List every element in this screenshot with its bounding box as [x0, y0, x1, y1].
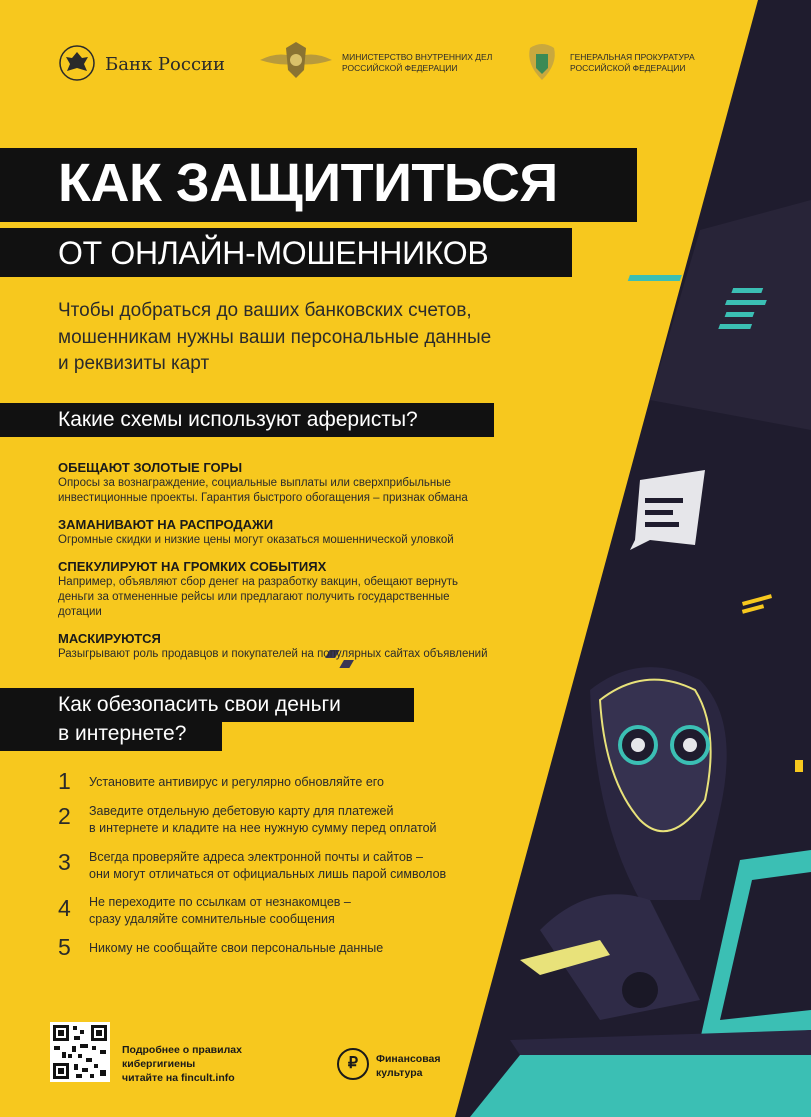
- footer-line: читайте на fincult.info: [122, 1072, 235, 1084]
- scheme-title: СПЕКУЛИРУЮТ НА ГРОМКИХ СОБЫТИЯХ: [58, 559, 327, 574]
- mvd-name-line2: РОССИЙСКОЙ ФЕДЕРАЦИИ: [342, 63, 458, 73]
- ruble-symbol: ₽: [347, 1055, 359, 1072]
- scheme-title: МАСКИРУЮТСЯ: [58, 631, 161, 646]
- footer-line: культура: [376, 1067, 423, 1079]
- step-line: сразу удаляйте сомнительные сообщения: [89, 912, 335, 926]
- schemes-heading: Какие схемы используют аферисты?: [58, 408, 418, 431]
- prosecutor-name-line2: РОССИЙСКОЙ ФЕДЕРАЦИИ: [570, 63, 686, 73]
- scheme-desc: [58, 575, 528, 620]
- lead-line3: и реквизиты карт: [58, 353, 210, 374]
- bank-of-russia-emblem-icon: [58, 44, 96, 82]
- page-title-line2: ОТ ОНЛАЙН-МОШЕННИКОВ: [58, 235, 489, 271]
- financial-culture-logo-text: [376, 1052, 440, 1080]
- scheme-desc-line: Опросы за вознаграждение, социальные выплаты или сверхприбыльные: [58, 477, 451, 489]
- step-number: 3: [58, 849, 71, 875]
- lead-line2: мошенникам нужны ваши персональные данные: [58, 326, 492, 348]
- bank-of-russia-name: Банк России: [105, 54, 226, 75]
- protect-heading-line2: в интернете?: [58, 722, 187, 745]
- mvd-emblem-icon: [260, 40, 332, 82]
- scheme-desc: [58, 647, 558, 662]
- step-line: в интернете и кладите на нее нужную сумму перед оплатой: [89, 821, 437, 835]
- protect-heading-line1: Как обезопасить свои деньги: [58, 693, 341, 716]
- scheme-desc-line: Разыгрывают роль продавцов и покупателей на популярных сайтах объявлений: [58, 648, 488, 660]
- scheme-title: ОБЕЩАЮТ ЗОЛОТЫЕ ГОРЫ: [58, 460, 243, 475]
- step-number: 2: [58, 803, 71, 829]
- step-text: [89, 849, 519, 883]
- step-line: Никому не сообщайте свои персональные данные: [89, 941, 384, 955]
- scheme-desc-line: Например, объявляют сбор денег на разработку вакцин, обещают вернуть: [58, 576, 459, 588]
- scheme-title: ЗАМАНИВАЮТ НА РАСПРОДАЖИ: [58, 517, 274, 532]
- footer-line: Подробнее о правилах: [122, 1044, 242, 1056]
- step-text: [89, 774, 519, 791]
- step-text: [89, 940, 519, 957]
- page-title-line1: КАК ЗАЩИТИТЬСЯ: [58, 153, 558, 213]
- lead-line1: Чтобы добраться до ваших банковских счетов,: [58, 300, 472, 321]
- footer-line: Финансовая: [376, 1053, 441, 1065]
- step-line: Установите антивирус и регулярно обновляйте его: [89, 775, 385, 789]
- fincult-info-text: [122, 1043, 242, 1085]
- step-line: они могут отличаться от официальных лишь парой символов: [89, 867, 447, 881]
- qr-code-icon: [50, 1022, 110, 1082]
- step-text: [89, 894, 519, 928]
- scheme-desc-line: дотации: [58, 606, 102, 618]
- footer-line: кибергигиены: [122, 1058, 196, 1070]
- title-bar-1: [0, 148, 637, 222]
- scheme-desc-line: Огромные скидки и низкие цены могут оказаться мошеннической уловкой: [58, 534, 454, 546]
- step-line: Всегда проверяйте адреса электронной почты и сайтов –: [89, 850, 423, 864]
- lead-paragraph: [58, 298, 578, 378]
- mvd-name-line1: МИНИСТЕРСТВО ВНУТРЕННИХ ДЕЛ: [342, 52, 493, 62]
- step-text: [89, 803, 519, 837]
- step-line: Заведите отдельную дебетовую карту для платежей: [89, 804, 394, 818]
- protect-heading-bar-2: [0, 717, 222, 751]
- chat-bubble-icon: [630, 470, 705, 550]
- scheme-desc: [58, 533, 528, 548]
- scheme-desc-line: инвестиционные проекты. Гарантия быстрого обогащения – признак обмана: [58, 492, 468, 504]
- scheme-desc-line: деньги за отмененные рейсы или предлагают получить государственные: [58, 591, 450, 603]
- prosecutor-emblem-icon: [522, 40, 562, 84]
- title-bar-2: [0, 228, 572, 277]
- prosecutor-name-line1: ГЕНЕРАЛЬНАЯ ПРОКУРАТУРА: [570, 52, 695, 62]
- step-line: Не переходите по ссылкам от незнакомцев –: [89, 895, 351, 909]
- scheme-desc: [58, 476, 528, 506]
- schemes-heading-bar: [0, 403, 494, 437]
- step-number: 5: [58, 934, 71, 960]
- ruble-icon: [337, 1048, 369, 1080]
- step-number: 4: [58, 895, 71, 921]
- step-number: 1: [58, 768, 71, 794]
